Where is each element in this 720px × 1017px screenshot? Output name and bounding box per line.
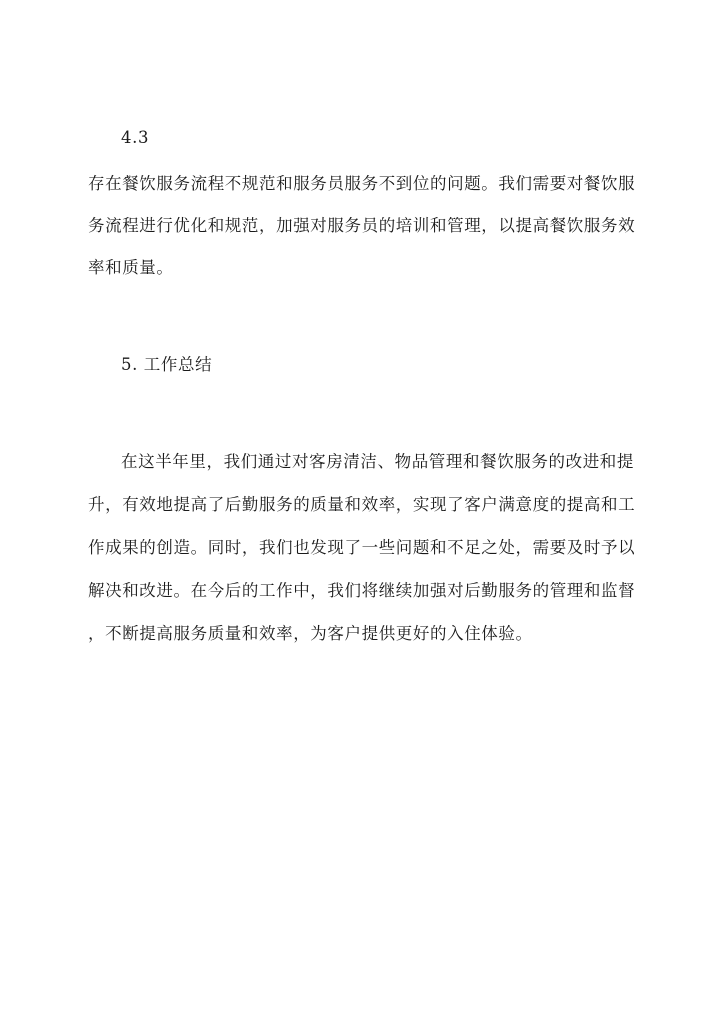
section-5-heading: 5. 工作总结 <box>121 355 213 374</box>
section-5-paragraph-line-3: 作成果的创造。同时，我们也发现了一些问题和不足之处，需要及时予以 <box>88 538 636 557</box>
section-5-paragraph-line-2: 升，有效地提高了后勤服务的质量和效率，实现了客户满意度的提高和工 <box>88 495 636 514</box>
section-5-paragraph-line-5: ，不断提高服务质量和效率，为客户提供更好的入住体验。 <box>88 624 533 643</box>
section-4-3-paragraph-line-2: 务流程进行优化和规范，加强对服务员的培训和管理，以提高餐饮服务效 <box>88 216 636 235</box>
section-4-3-heading: 4.3 <box>121 128 150 147</box>
section-5-paragraph-line-4: 解决和改进。在今后的工作中，我们将继续加强对后勤服务的管理和监督 <box>88 581 636 600</box>
section-5-paragraph-line-1: 在这半年里，我们通过对客房清洁、物品管理和餐饮服务的改进和提 <box>121 452 634 471</box>
section-4-3-paragraph-line-1: 存在餐饮服务流程不规范和服务员服务不到位的问题。我们需要对餐饮服 <box>88 174 636 193</box>
section-4-3-paragraph-line-3: 率和质量。 <box>88 258 174 277</box>
